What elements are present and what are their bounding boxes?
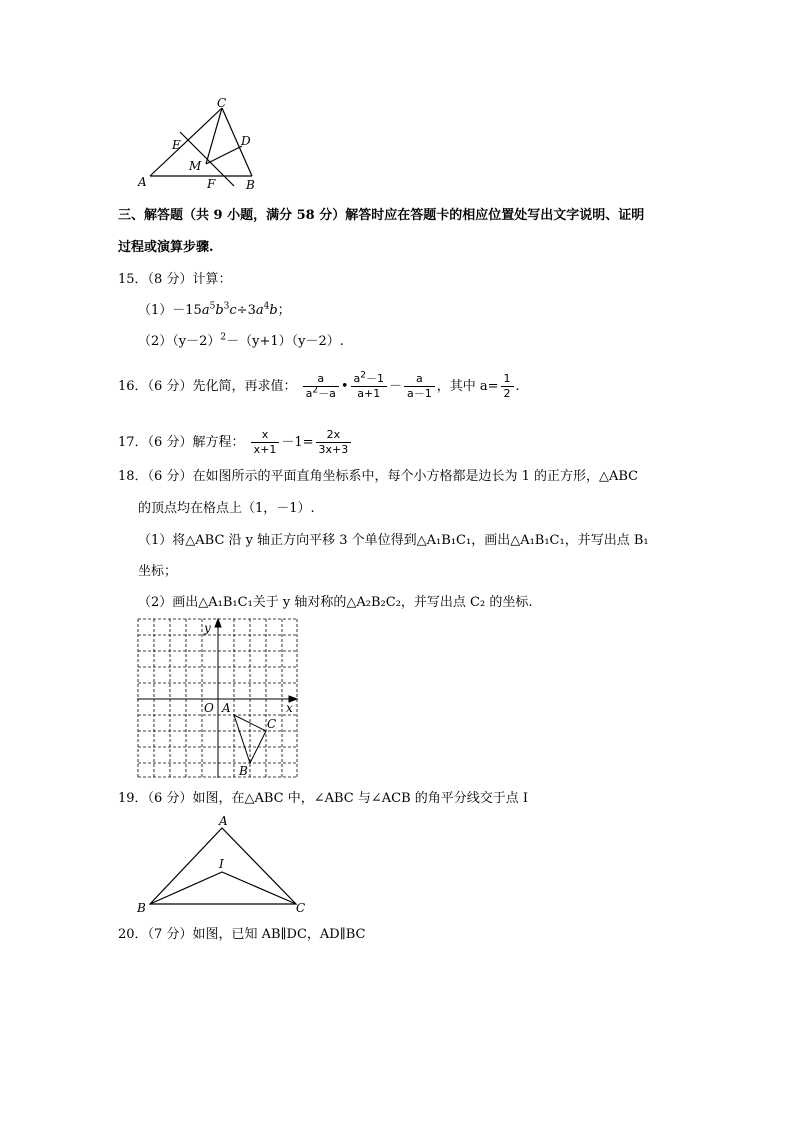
label-a: A — [222, 701, 231, 715]
q17: 17．（6 分）解方程： $\frac{x}{x+1}$ －1= $\frac{2x}{3x+3}$ — [118, 428, 353, 457]
q16-prefix: 16．（6 分）先化简，再求值： — [118, 379, 297, 394]
label-y: y — [204, 621, 211, 635]
label-c: C — [267, 717, 277, 731]
label-i: I — [219, 857, 224, 871]
q17-frac2: $\frac{2x}{3x+3}$ — [316, 428, 352, 457]
q16-frac3: $\frac{a}{a-1}$ — [404, 372, 435, 401]
y-axis-arrow — [215, 619, 221, 627]
q15-part2: $(2)(y-2)^2-(y+1)(y-2)$. — [138, 332, 344, 349]
section-heading-cont: 过程或演算步骤. — [118, 240, 214, 255]
q17-prefix: 17．（6 分）解方程： — [118, 435, 245, 450]
label-f: F — [207, 177, 216, 191]
coordinate-grid — [137, 618, 299, 780]
q17-frac1: $\frac{x}{x+1}$ — [251, 428, 280, 457]
q14-figure — [134, 96, 264, 192]
q18-line2: 的顶点均在格点上（1，－1）. — [138, 501, 315, 516]
q18-part2: （2）画出△A₁B₁C₁关于 y 轴对称的△A₂B₂C₂，并写出点 C₂ 的坐标. — [138, 595, 533, 610]
q16-frac1: $\frac{a}{a^2-a}$ — [303, 372, 339, 401]
q15-part2-tail: －（y+1）（y－2）. — [226, 334, 344, 349]
label-m: M — [189, 159, 202, 173]
label-b: B — [246, 178, 255, 192]
label-b: B — [239, 764, 248, 778]
label-x: x — [286, 701, 293, 715]
q15-part1-prefix: （1）－15 — [138, 303, 202, 318]
section-heading: 三、解答题（共 9 小题，满分 58 分）解答时应在答题卡的相应位置处写出文字说明、证明 — [118, 208, 645, 223]
q20-text: 20．（7 分）如图，已知 AB∥DC，AD∥BC — [118, 927, 366, 942]
label-c: C — [296, 901, 306, 915]
q15-part1: $(1)-15a^5b^3c\div 3a^4b$； — [138, 301, 291, 318]
q18-part1-cont: 坐标； — [138, 564, 178, 579]
q18-part1: （1）将△ABC 沿 y 轴正方向平移 3 个单位得到△A₁B₁C₁，画出△A₁B₁C₁，并写出点 B₁ — [138, 533, 649, 548]
label-c: C — [217, 96, 227, 110]
segment-cm — [206, 108, 222, 164]
q18-line1: 18．（6 分）在如图所示的平面直角坐标系中，每个小方格都是边长为 1 的正方形，△ABC — [118, 469, 639, 484]
segment-md — [206, 146, 242, 164]
label-a: A — [219, 814, 228, 828]
q16-value: $\frac{1}{2}$ — [501, 372, 514, 401]
side-ac — [150, 108, 222, 176]
q15-title: 15．（8 分）计算： — [118, 272, 232, 287]
angle-bisectors — [150, 872, 296, 904]
q15-part2-prefix: （2）（y－2） — [138, 334, 221, 349]
q16-frac2: $\frac{a^2-1}{a+1}$ — [351, 372, 387, 401]
q19-figure — [134, 812, 310, 916]
label-d: D — [241, 134, 251, 148]
label-a: A — [138, 175, 147, 189]
label-origin: O — [204, 701, 214, 715]
label-e: E — [172, 138, 181, 152]
label-b: B — [137, 901, 146, 915]
q16: 16．（6 分）先化简，再求值： $\frac{a}{a^2-a}$ • $\frac{a^2-1}{a+1}$ － $\frac{a}{a-1}$ ，其中 a= $\frac{1}{2}$ . — [118, 370, 520, 400]
q16-middle: ，其中 a= — [436, 379, 499, 394]
q19-text: 19．（6 分）如图，在△ABC 中，∠ABC 与∠ACB 的角平分线交于点 I — [118, 791, 529, 806]
